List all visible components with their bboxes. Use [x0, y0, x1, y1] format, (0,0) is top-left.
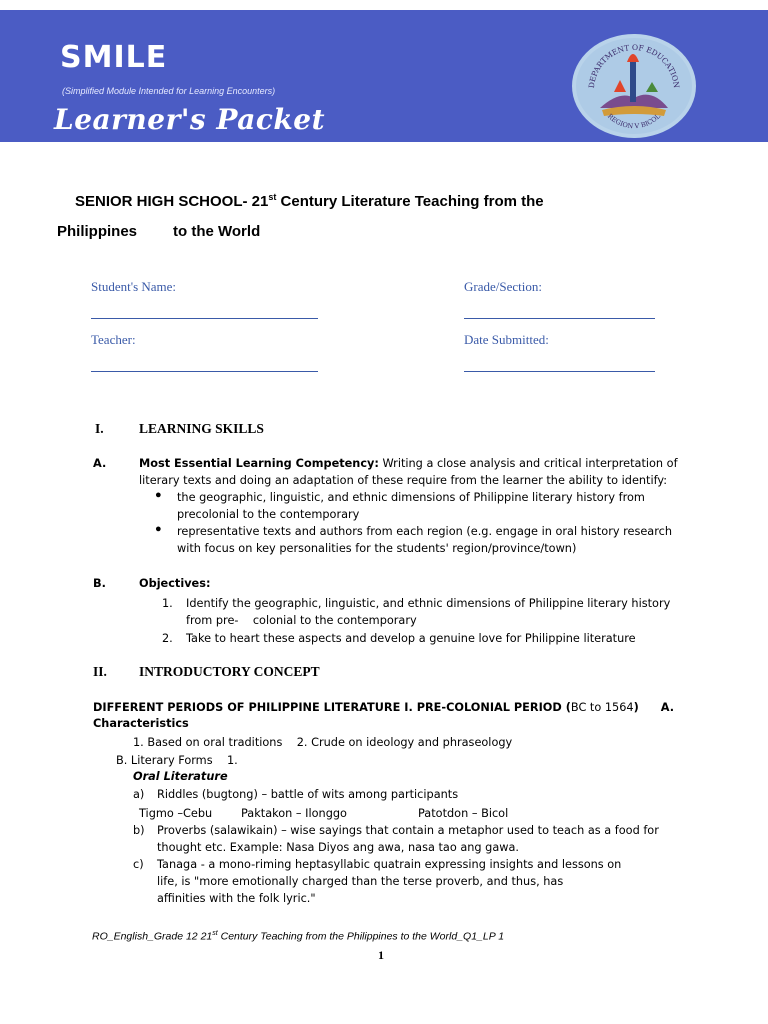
bullet-2-line1: representative texts and authors from each region (e.g. engage in oral history research — [177, 525, 672, 538]
date-submitted-line[interactable] — [464, 371, 655, 372]
objective-1-line1: Identify the geographic, linguistic, and ethnic dimensions of Philippine literary history — [186, 597, 671, 610]
teacher-label: Teacher: — [91, 332, 136, 347]
objectives-label: Objectives: — [139, 577, 211, 590]
item-a-letter: A. — [93, 457, 107, 470]
header-banner — [0, 10, 768, 142]
grade-section-line[interactable] — [464, 318, 655, 319]
bullet-1-line2: precolonial to the contemporary — [177, 508, 360, 521]
section-2-heading: INTRODUCTORY CONCEPT — [139, 664, 320, 679]
tanaga-line2: life, is "more emotionally charged than the terse proverb, and thus, has — [157, 875, 564, 888]
deped-seal-logo — [570, 32, 698, 140]
bullet-icon: ● — [155, 523, 162, 535]
riddles-label: a) — [133, 788, 145, 801]
page-footer: RO_English_Grade 12 21st Century Teaching from the Philippines to the World_Q1_LP 1 — [92, 930, 505, 943]
literary-forms-heading: B. Literary Forms 1. — [116, 754, 238, 767]
objective-1-num: 1. — [162, 597, 173, 610]
competency-line1: Most Essential Learning Competency: Writing a close analysis and critical interpretation of — [139, 457, 678, 470]
periods-heading-line1: DIFFERENT PERIODS OF PHILIPPINE LITERATURE I. PRE-COLONIAL PERIOD (BC to 1564) A. — [93, 701, 675, 714]
periods-heading-line2: Characteristics — [93, 717, 189, 730]
section-1-heading: LEARNING SKILLS — [139, 421, 264, 436]
brand-title: SMILE — [60, 40, 168, 75]
proverbs-line1: Proverbs (salawikain) – wise sayings that contain a metaphor used to teach as a food for — [157, 824, 659, 837]
riddle-name-bicol: Patotdon – Bicol — [418, 807, 509, 820]
packet-title: Learner's Packet — [54, 103, 326, 136]
brand-subtitle: (Simplified Module Intended for Learning Encounters) — [62, 86, 276, 96]
teacher-line[interactable] — [91, 371, 318, 372]
oral-literature-heading: Oral Literature — [133, 770, 228, 783]
objective-2-num: 2. — [162, 632, 173, 645]
bullet-icon: ● — [155, 489, 162, 501]
student-name-label: Student's Name: — [91, 279, 177, 294]
document-title-line1: SENIOR HIGH SCHOOL- 21st Century Literature Teaching from the — [75, 192, 544, 210]
objective-1-line2: from pre- colonial to the contemporary — [186, 614, 417, 627]
tanaga-line1: Tanaga - a mono-riming heptasyllabic quatrain expressing insights and lessons on — [157, 858, 622, 871]
tanaga-line3: affinities with the folk lyric." — [157, 892, 316, 905]
riddle-name-cebu: Tigmo –Cebu — [139, 807, 213, 820]
competency-line2: literary texts and doing an adaptation of these require from the learner the ability to identify: — [139, 474, 668, 487]
section-1-number: I. — [95, 421, 104, 436]
seal-top-text: DEPARTMENT OF EDUCATION — [586, 42, 682, 89]
student-name-line[interactable] — [91, 318, 318, 319]
objective-2-line1: Take to heart these aspects and develop a genuine love for Philippine literature — [186, 632, 636, 645]
document-title-line2: Philippines to the World — [57, 223, 261, 240]
seal-bottom-text: REGION V BICOL — [606, 112, 662, 131]
riddle-name-ilonggo: Paktakon – Ilonggo — [241, 807, 347, 820]
bullet-1-line1: the geographic, linguistic, and ethnic dimensions of Philippine literary history from — [177, 491, 645, 504]
date-submitted-label: Date Submitted: — [464, 332, 549, 347]
proverbs-line2: thought etc. Example: Nasa Diyos ang awa, nasa tao ang gawa. — [157, 841, 520, 854]
grade-section-label: Grade/Section: — [464, 279, 542, 294]
characteristics-list: 1. Based on oral traditions 2. Crude on ideology and phraseology — [133, 736, 513, 749]
tanaga-label: c) — [133, 858, 144, 871]
page-number: 1 — [378, 948, 384, 962]
riddles-text: Riddles (bugtong) – battle of wits among participants — [157, 788, 459, 801]
item-b-letter: B. — [93, 577, 106, 590]
bullet-2-line2: with focus on key personalities for the students' region/province/town) — [177, 542, 577, 555]
proverbs-label: b) — [133, 824, 145, 837]
section-2-number: II. — [93, 664, 107, 679]
